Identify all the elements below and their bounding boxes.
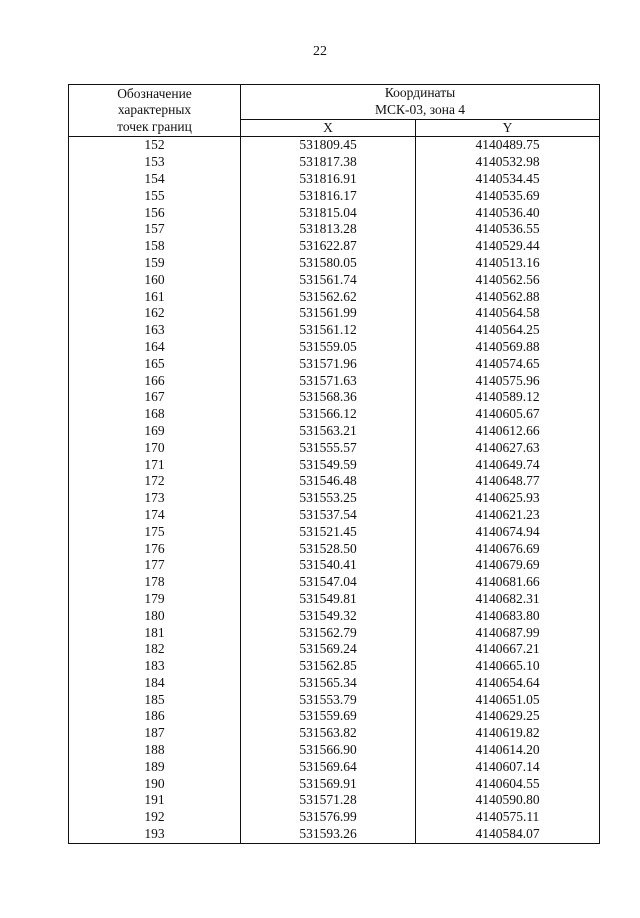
y-value-cell: 4140536.40	[416, 205, 600, 222]
x-value-cell: 531580.05	[241, 255, 416, 272]
point-label-line-2: характерных	[117, 102, 192, 118]
y-value-cell: 4140679.69	[416, 557, 600, 574]
y-value-cell: 4140536.55	[416, 221, 600, 238]
x-value-cell: 531571.28	[241, 792, 416, 809]
x-value-cell: 531816.17	[241, 188, 416, 205]
x-value-cell: 531569.24	[241, 641, 416, 658]
y-value-cell: 4140532.98	[416, 154, 600, 171]
x-value-cell: 531813.28	[241, 221, 416, 238]
table-row	[69, 809, 600, 826]
x-value-cell: 531565.34	[241, 675, 416, 692]
y-value-cell: 4140629.25	[416, 708, 600, 725]
x-value-cell: 531566.90	[241, 742, 416, 759]
x-value-cell: 531562.79	[241, 625, 416, 642]
table-row	[69, 708, 600, 725]
table-row	[69, 255, 600, 272]
x-value-cell: 531817.38	[241, 154, 416, 171]
table-row	[69, 692, 600, 709]
y-value-cell: 4140665.10	[416, 658, 600, 675]
table-row	[69, 188, 600, 205]
table-row	[69, 339, 600, 356]
x-value-cell: 531563.21	[241, 423, 416, 440]
point-id-cell: 178	[69, 574, 241, 591]
table-row	[69, 776, 600, 793]
y-value-cell: 4140575.96	[416, 373, 600, 390]
y-value-cell: 4140529.44	[416, 238, 600, 255]
point-id-cell: 158	[69, 238, 241, 255]
point-id-cell: 177	[69, 557, 241, 574]
point-id-cell: 161	[69, 289, 241, 306]
point-id-cell: 186	[69, 708, 241, 725]
y-value-cell: 4140589.12	[416, 389, 600, 406]
table-row	[69, 457, 600, 474]
point-id-cell: 166	[69, 373, 241, 390]
point-id-cell: 173	[69, 490, 241, 507]
point-id-cell: 190	[69, 776, 241, 793]
y-value-cell: 4140682.31	[416, 591, 600, 608]
point-id-cell: 170	[69, 440, 241, 457]
y-value-cell: 4140627.63	[416, 440, 600, 457]
point-label-line-3: точек границ	[117, 119, 192, 135]
table-row	[69, 591, 600, 608]
point-id-cell: 185	[69, 692, 241, 709]
point-id-cell: 163	[69, 322, 241, 339]
x-value-cell: 531549.32	[241, 608, 416, 625]
table-row	[69, 507, 600, 524]
y-column-header: Y	[416, 119, 600, 137]
x-value-cell: 531569.64	[241, 759, 416, 776]
x-value-cell: 531815.04	[241, 205, 416, 222]
table-row	[69, 154, 600, 171]
page-number: 22	[313, 44, 327, 59]
point-id-cell: 162	[69, 305, 241, 322]
y-value-cell: 4140651.05	[416, 692, 600, 709]
point-id-cell: 156	[69, 205, 241, 222]
point-id-cell: 154	[69, 171, 241, 188]
x-value-cell: 531566.12	[241, 406, 416, 423]
point-id-cell: 153	[69, 154, 241, 171]
point-id-cell: 187	[69, 725, 241, 742]
point-id-cell: 169	[69, 423, 241, 440]
point-id-cell: 183	[69, 658, 241, 675]
y-value-cell: 4140667.21	[416, 641, 600, 658]
table-row	[69, 221, 600, 238]
coordinates-header-line-2: МСК-03, зона 4	[374, 101, 466, 117]
point-id-cell: 193	[69, 826, 241, 843]
x-value-cell: 531561.74	[241, 272, 416, 289]
y-value-cell: 4140621.23	[416, 507, 600, 524]
point-id-cell: 152	[69, 137, 241, 154]
point-id-cell: 191	[69, 792, 241, 809]
x-value-cell: 531571.63	[241, 373, 416, 390]
point-id-cell: 164	[69, 339, 241, 356]
y-value-cell: 4140562.88	[416, 289, 600, 306]
point-id-cell: 192	[69, 809, 241, 826]
table-row	[69, 356, 600, 373]
table-row	[69, 574, 600, 591]
y-value-cell: 4140607.14	[416, 759, 600, 776]
table-row	[69, 238, 600, 255]
point-id-cell: 176	[69, 541, 241, 558]
table-row	[69, 658, 600, 675]
point-id-cell: 160	[69, 272, 241, 289]
table-row	[69, 440, 600, 457]
y-value-cell: 4140590.80	[416, 792, 600, 809]
table-row	[69, 389, 600, 406]
y-value-cell: 4140614.20	[416, 742, 600, 759]
x-value-cell: 531553.25	[241, 490, 416, 507]
y-value-cell: 4140584.07	[416, 826, 600, 843]
x-value-cell: 531562.85	[241, 658, 416, 675]
y-value-cell: 4140605.67	[416, 406, 600, 423]
y-value-cell: 4140562.56	[416, 272, 600, 289]
x-value-cell: 531622.87	[241, 238, 416, 255]
point-id-cell: 172	[69, 473, 241, 490]
point-id-cell: 174	[69, 507, 241, 524]
x-value-cell: 531571.96	[241, 356, 416, 373]
table-row	[69, 423, 600, 440]
y-value-cell: 4140648.77	[416, 473, 600, 490]
table-row	[69, 557, 600, 574]
table-row	[69, 406, 600, 423]
coordinates-table	[68, 84, 600, 844]
x-value-cell: 531559.69	[241, 708, 416, 725]
point-id-cell: 189	[69, 759, 241, 776]
table-row	[69, 675, 600, 692]
y-value-cell: 4140574.65	[416, 356, 600, 373]
x-value-cell: 531568.36	[241, 389, 416, 406]
x-value-cell: 531809.45	[241, 137, 416, 154]
point-id-cell: 168	[69, 406, 241, 423]
table-row	[69, 608, 600, 625]
y-value-cell: 4140535.69	[416, 188, 600, 205]
x-value-cell: 531576.99	[241, 809, 416, 826]
table-row	[69, 305, 600, 322]
y-value-cell: 4140564.58	[416, 305, 600, 322]
table-row	[69, 759, 600, 776]
x-value-cell: 531555.57	[241, 440, 416, 457]
table-row	[69, 289, 600, 306]
table-row	[69, 272, 600, 289]
x-value-cell: 531553.79	[241, 692, 416, 709]
table-row	[69, 742, 600, 759]
coordinates-header	[241, 85, 600, 120]
x-value-cell: 531561.99	[241, 305, 416, 322]
table-row	[69, 641, 600, 658]
x-value-cell: 531549.59	[241, 457, 416, 474]
y-value-cell: 4140619.82	[416, 725, 600, 742]
point-id-cell: 188	[69, 742, 241, 759]
point-id-cell: 165	[69, 356, 241, 373]
point-id-cell: 181	[69, 625, 241, 642]
table-row	[69, 826, 600, 843]
point-id-cell: 155	[69, 188, 241, 205]
table-row	[69, 625, 600, 642]
table-row	[69, 473, 600, 490]
y-value-cell: 4140604.55	[416, 776, 600, 793]
x-value-cell: 531569.91	[241, 776, 416, 793]
table-row	[69, 524, 600, 541]
y-value-cell: 4140569.88	[416, 339, 600, 356]
table-row	[69, 137, 600, 154]
table-row	[69, 373, 600, 390]
y-value-cell: 4140674.94	[416, 524, 600, 541]
y-value-cell: 4140612.66	[416, 423, 600, 440]
y-value-cell: 4140681.66	[416, 574, 600, 591]
table-row	[69, 725, 600, 742]
y-value-cell: 4140676.69	[416, 541, 600, 558]
table-row	[69, 205, 600, 222]
x-column-header: X	[241, 119, 416, 137]
table-header	[69, 85, 600, 137]
point-id-cell: 171	[69, 457, 241, 474]
point-label-line-1: Обозначение	[117, 85, 192, 101]
y-value-cell: 4140687.99	[416, 625, 600, 642]
table-row	[69, 490, 600, 507]
y-value-cell: 4140489.75	[416, 137, 600, 154]
x-value-cell: 531528.50	[241, 541, 416, 558]
table-row	[69, 171, 600, 188]
x-value-cell: 531546.48	[241, 473, 416, 490]
point-id-cell: 159	[69, 255, 241, 272]
y-value-cell: 4140654.64	[416, 675, 600, 692]
table-row	[69, 541, 600, 558]
point-id-cell: 182	[69, 641, 241, 658]
x-value-cell: 531537.54	[241, 507, 416, 524]
point-label-header	[69, 85, 241, 137]
table-body	[69, 137, 600, 843]
point-id-cell: 180	[69, 608, 241, 625]
x-value-cell: 531561.12	[241, 322, 416, 339]
x-value-cell: 531549.81	[241, 591, 416, 608]
x-value-cell: 531562.62	[241, 289, 416, 306]
point-id-cell: 167	[69, 389, 241, 406]
y-value-cell: 4140534.45	[416, 171, 600, 188]
x-value-cell: 531547.04	[241, 574, 416, 591]
x-value-cell: 531521.45	[241, 524, 416, 541]
point-id-cell: 179	[69, 591, 241, 608]
point-id-cell: 157	[69, 221, 241, 238]
y-value-cell: 4140683.80	[416, 608, 600, 625]
coordinates-header-line-1: Координаты	[384, 85, 456, 100]
x-value-cell: 531559.05	[241, 339, 416, 356]
x-value-cell: 531563.82	[241, 725, 416, 742]
y-value-cell: 4140649.74	[416, 457, 600, 474]
x-value-cell: 531593.26	[241, 826, 416, 843]
y-value-cell: 4140625.93	[416, 490, 600, 507]
table-row	[69, 792, 600, 809]
x-value-cell: 531816.91	[241, 171, 416, 188]
point-id-cell: 175	[69, 524, 241, 541]
table-row	[69, 322, 600, 339]
x-value-cell: 531540.41	[241, 557, 416, 574]
y-value-cell: 4140513.16	[416, 255, 600, 272]
y-value-cell: 4140575.11	[416, 809, 600, 826]
point-id-cell: 184	[69, 675, 241, 692]
y-value-cell: 4140564.25	[416, 322, 600, 339]
